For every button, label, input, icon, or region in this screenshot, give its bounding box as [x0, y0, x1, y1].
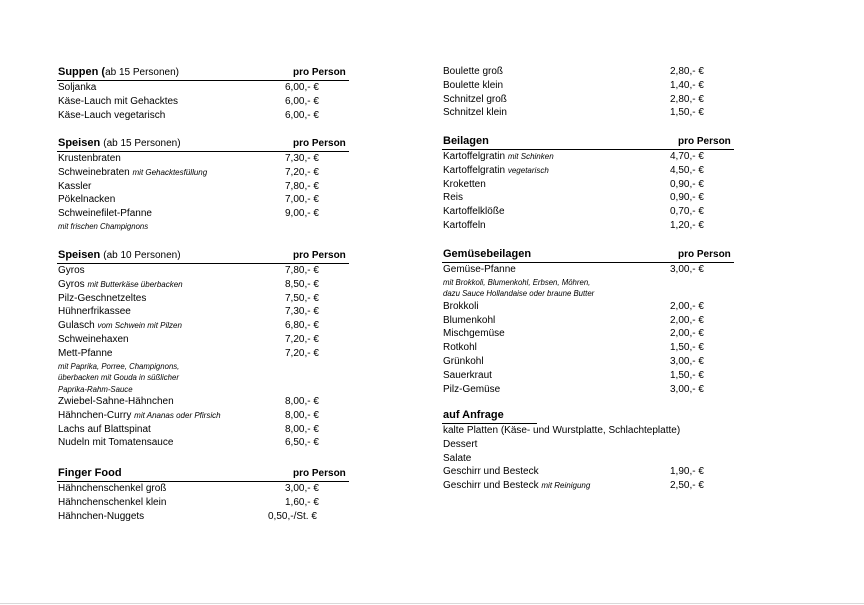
item-note: Paprika-Rahm-Sauce — [58, 384, 133, 394]
menu-item: Gulasch vom Schwein mit Pilzen 6,80,- € — [58, 320, 319, 332]
menu-item: Schweinefilet-Pfanne 9,00,- € — [58, 208, 319, 220]
section-title: Gemüsebeilagen — [443, 248, 532, 260]
menu-item: kalte Platten (Käse- und Wurstplatte, Schlachteplatte) — [443, 425, 681, 436]
menu-item: Hähnchenschenkel groß 3,00,- € — [58, 483, 319, 494]
menu-item: Hähnchenschenkel klein 1,60,- € — [58, 496, 319, 508]
item-note: mit frischen Champignons — [58, 221, 149, 231]
menu-item: Soljanka 6,00,- € — [58, 82, 319, 93]
menu-item: Boulette groß 2,80,- € — [443, 66, 704, 77]
menu-item: Krustenbraten 7,30,- € — [58, 153, 319, 164]
menu-item: Geschirr und Besteck mit Reinigung 2,50,- € — [443, 480, 704, 492]
section-title: Speisen (ab 10 Personen) — [58, 249, 181, 261]
menu-item: Rotkohl 1,50,- € — [443, 342, 704, 354]
menu-item: Kartoffeln 1,20,- € — [443, 219, 704, 231]
section-speisen-15 — [57, 138, 357, 232]
menu-item: Boulette klein 1,40,- € — [443, 79, 704, 91]
unit-label: pro Person — [293, 138, 346, 149]
section-header — [442, 410, 537, 424]
menu-item: Pökelnacken 7,00,- € — [58, 194, 319, 206]
menu-item: Blumenkohl 2,00,- € — [443, 314, 704, 326]
section-boulette — [442, 65, 742, 120]
section-header — [57, 468, 349, 482]
menu-item: Käse-Lauch mit Gehacktes 6,00,- € — [58, 95, 319, 107]
menu-item: Geschirr und Besteck 1,90,- € — [443, 466, 704, 478]
item-note: mit Brokkoli, Blumenkohl, Erbsen, Möhren, — [443, 277, 591, 287]
menu-item: Salate — [443, 452, 472, 464]
section-gemuesebeilagen — [442, 249, 742, 396]
menu-item: Kroketten 0,90,- € — [443, 178, 704, 190]
menu-item: Kartoffelklöße 0,70,- € — [443, 206, 704, 218]
unit-label: pro Person — [293, 67, 346, 78]
section-title: Beilagen — [443, 135, 489, 147]
section-title: Finger Food — [58, 467, 122, 479]
section-finger-food — [57, 468, 357, 523]
section-beilagen — [442, 136, 742, 233]
menu-item: Pilz-Gemüse 3,00,- € — [443, 383, 704, 395]
unit-label: pro Person — [293, 250, 346, 261]
menu-item: Pilz-Geschnetzeltes 7,50,- € — [58, 292, 319, 304]
section-title: Speisen (ab 15 Personen) — [58, 137, 181, 149]
menu-item: Gyros 7,80,- € — [58, 265, 319, 276]
menu-item: Schweinehaxen 7,20,- € — [58, 333, 319, 345]
menu-item: Schweinebraten mit Gehacktesfüllung 7,20,- € — [58, 166, 319, 178]
menu-item: Lachs auf Blattspinat 8,00,- € — [58, 423, 319, 435]
section-header — [57, 67, 349, 81]
menu-item: Grünkohl 3,00,- € — [443, 355, 704, 367]
unit-label: pro Person — [293, 468, 346, 479]
section-title: Suppen (ab 15 Personen) — [58, 66, 180, 78]
menu-item: Sauerkraut 1,50,- € — [443, 369, 704, 381]
unit-label: pro Person — [678, 249, 731, 260]
section-header — [57, 138, 349, 152]
section-speisen-10 — [57, 250, 357, 450]
menu-item: Kartoffelgratin vegetarisch 4,50,- € — [443, 164, 704, 176]
menu-item: Dessert — [443, 438, 478, 450]
item-note: dazu Sauce Hollandaise oder braune Butter — [443, 289, 595, 299]
menu-item: Kartoffelgratin mit Schinken 4,70,- € — [443, 151, 704, 162]
menu-item: Zwiebel-Sahne-Hähnchen 8,00,- € — [58, 396, 319, 408]
menu-item: Hähnchen-Curry mit Ananas oder Pfirsich 8,00,- € — [58, 409, 319, 421]
section-auf-anfrage — [442, 410, 742, 493]
section-header — [57, 250, 349, 264]
section-header — [442, 136, 734, 150]
unit-label: pro Person — [678, 136, 731, 147]
menu-item: Nudeln mit Tomatensauce 6,50,- € — [58, 437, 319, 449]
menu-item: Kassler 7,80,- € — [58, 180, 319, 192]
menu-item: Hühnerfrikassee 7,30,- € — [58, 306, 319, 318]
item-note: überbacken mit Gouda in süßlicher — [58, 373, 179, 383]
menu-item: Mischgemüse 2,00,- € — [443, 328, 704, 340]
section-header — [442, 249, 734, 263]
menu-item: Mett-Pfanne 7,20,- € — [58, 347, 319, 359]
page-bottom-edge — [0, 603, 864, 604]
menu-item: Hähnchen-Nuggets 0,50,-/St. € — [58, 510, 317, 522]
item-note: mit Paprika, Porree, Champignons, — [58, 361, 180, 371]
section-title: auf Anfrage — [443, 409, 504, 421]
menu-item: Käse-Lauch vegetarisch 6,00,- € — [58, 109, 319, 121]
menu-item: Gyros mit Butterkäse überbacken 8,50,- € — [58, 278, 319, 290]
menu-item: Reis 0,90,- € — [443, 192, 704, 204]
section-suppen — [57, 67, 357, 122]
menu-item: Brokkoli 2,00,- € — [443, 300, 704, 312]
menu-item: Gemüse-Pfanne 3,00,- € — [443, 264, 704, 275]
menu-item: Schnitzel groß 2,80,- € — [443, 93, 704, 105]
menu-item: Schnitzel klein 1,50,- € — [443, 107, 704, 119]
